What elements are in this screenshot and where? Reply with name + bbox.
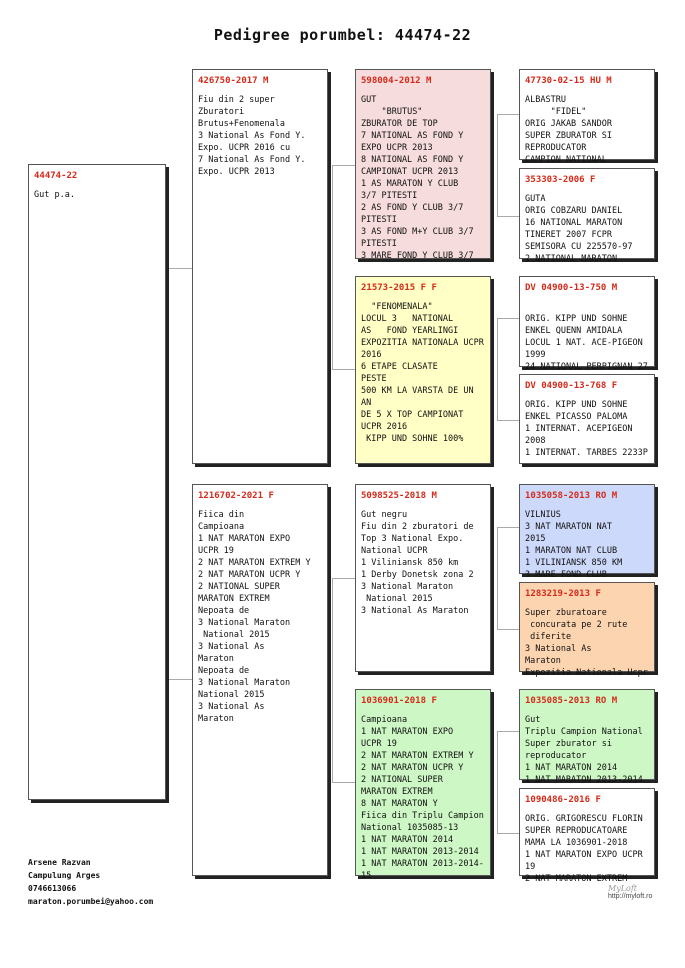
connector-line — [167, 679, 192, 680]
ring-number: 426750-2017 M — [198, 76, 269, 86]
ancestor-card-1[interactable] — [519, 69, 655, 165]
owner-contact — [28, 856, 153, 908]
connector-line — [497, 731, 498, 833]
page-title: Pedigree porumbel: 44474-22 — [213, 26, 472, 44]
connector-line — [497, 527, 498, 629]
ring-number: 47730-02-15 HU M — [525, 76, 612, 86]
ring-number: 598004-2012 M — [361, 76, 432, 86]
ancestor-card-8[interactable] — [519, 788, 655, 884]
pigeon-description: GUT "BRUTUS" ZBURATOR DE TOP 7 NATIONAL AS FOND Y EXPO UCPR 2013 8 NATIONAL AS FOND Y CAMPIONAT UCPR 2013 1 AS MARATON Y CLUB 3/7 PITESTI 2 AS FOND Y CLUB 3/7 PITESTI 3 AS FOND M+Y CLUB 3/7 PITESTI 3 MARE FOND Y CLUB 3/7 — [361, 95, 474, 261]
myloft-logo[interactable] — [608, 884, 652, 900]
logo-script: MyLoft — [608, 884, 638, 893]
grandsire-maternal-card[interactable] — [355, 484, 491, 672]
ancestor-card-4[interactable] — [519, 374, 655, 464]
pigeon-description: ORIG. GRIGORESCU FLORIN SUPER REPRODUCATOARE MAMA LA 1036901-2018 1 NAT MARATON EXPO UCPR 19 2 NAT MARATON EXTREM — [525, 814, 643, 884]
connector-line — [167, 268, 168, 679]
pigeon-description: GUTA ORIG COBZARU DANIEL 16 NATIONAL MARATON TINERET 2007 FCPR SEMISORA CU 225570-97 2 NATIONAL MARATON — [525, 194, 633, 264]
connector-line — [497, 318, 498, 420]
pigeon-description: Super zburatoare concurata pe 2 rute diferite 3 National As Maraton Expozitia Nationala Ucpr — [525, 608, 648, 678]
connector-line — [497, 731, 519, 732]
owner-city: Campulung Arges — [28, 871, 101, 880]
ring-number: DV 04900-13-750 M — [525, 283, 618, 293]
ring-number: 21573-2015 F F — [361, 283, 437, 293]
pigeon-description: Fiu din 2 super Zburatori Brutus+Fenomenala 3 National As Fond Y. Expo. UCPR 2016 cu 7 National As Fond Y. Expo. UCPR 2013 — [198, 95, 306, 177]
connector-line — [497, 527, 519, 528]
connector-line — [332, 369, 355, 370]
pigeon-description: ALBASTRU "FIDEL" ORIG JAKAB SANDOR SUPER ZBURATOR SI REPRODUCATOR CAMPION NATIONAL — [525, 95, 612, 165]
connector-line — [497, 216, 519, 217]
ring-number: DV 04900-13-768 F — [525, 381, 618, 391]
owner-phone: 0746613066 — [28, 884, 77, 893]
ring-number: 353303-2006 F — [525, 175, 596, 185]
ring-number: 1090486-2016 F — [525, 795, 601, 805]
owner-name: Arsene Razvan — [28, 858, 91, 867]
connector-line — [497, 318, 519, 319]
pigeon-description: Fiica din Campioana 1 NAT MARATON EXPO UCPR 19 2 NAT MARATON EXTREM Y 2 NAT MARATON UCPR Y 2 NATIONAL SUPER MARATON EXTREM Nepoata de 3 National Maraton National 2015 3 National As Maraton Nepoata de 3 National Maraton National 2015 3 National As Maraton — [198, 510, 311, 724]
ring-number: 44474-22 — [34, 171, 78, 181]
connector-line — [332, 782, 355, 783]
pigeon-description: ORIG. KIPP UND SOHNE ENKEL QUENN AMIDALA LOCUL 1 NAT. ACE-PIGEON 1999 24 NATIONAL PERPIGNAN 27 — [525, 314, 648, 372]
pigeon-description: ORIG. KIPP UND SOHNE ENKEL PICASSO PALOMA 1 INTERNAT. ACEPIGEON 2008 1 INTERNAT. TARBES 2233P — [525, 400, 648, 458]
pigeon-description: "FENOMENALA" LOCUL 3 NATIONAL AS FOND YEARLINGI EXPOZITIA NATIONALA UCPR 2016 6 ETAPE CLASATE PESTE 500 KM LA VARSTA DE UN AN DE 5 X TOP CAMPIONAT UCPR 2016 KIPP UND SOHNE 100% — [361, 302, 484, 444]
connector-line — [497, 114, 519, 115]
pigeon-description: VILNIUS 3 NAT MARATON NAT 2015 1 MARATON NAT CLUB 1 VILINIANSK 850 KM 3 MARE FOND CLUB — [525, 510, 623, 580]
granddam-paternal-card[interactable] — [355, 276, 491, 464]
ring-number: 1216702-2021 F — [198, 491, 274, 501]
sire-card[interactable] — [192, 69, 328, 464]
subject-card[interactable] — [28, 164, 166, 800]
pigeon-description: Gut Triplu Campion National Super zburator si reproducator 1 NAT MARATON 2014 1 NAT MARATON 2013-2014 — [525, 715, 643, 785]
connector-line — [332, 578, 355, 579]
logo-url: http://myloft.ro — [608, 893, 653, 900]
granddam-maternal-card[interactable] — [355, 689, 491, 881]
connector-line — [332, 165, 333, 369]
connector-line — [332, 578, 333, 782]
grandsire-paternal-card[interactable] — [355, 69, 491, 259]
pigeon-description: Gut p.a. — [34, 190, 75, 200]
ancestor-card-3[interactable] — [519, 276, 655, 372]
dam-card[interactable] — [192, 484, 328, 876]
ancestor-card-5[interactable] — [519, 484, 655, 580]
connector-line — [497, 420, 519, 421]
connector-line — [497, 629, 519, 630]
connector-line — [497, 114, 498, 216]
ring-number: 5098525-2018 M — [361, 491, 437, 501]
ancestor-card-2[interactable] — [519, 168, 655, 264]
ancestor-card-6[interactable] — [519, 582, 655, 678]
connector-line — [497, 833, 519, 834]
pigeon-description: Campioana 1 NAT MARATON EXPO UCPR 19 2 NAT MARATON EXTREM Y 2 NAT MARATON UCPR Y 2 NATIONAL SUPER MARATON EXTREM 8 NAT MARATON Y Fiica din Triplu Campion National 1035085-13 1 NAT MARATON 2014 1 NAT MARATON 2013-2014 1 NAT MARATON 2013-2014- 15 — [361, 715, 484, 881]
owner-email[interactable]: maraton.porumbei@yahoo.com — [28, 897, 154, 906]
ring-number: 1283219-2013 F — [525, 589, 601, 599]
pigeon-description: Gut negru Fiu din 2 zburatori de Top 3 National Expo. National UCPR 1 Viliniansk 850 km 1 Derby Donetsk zona 2 3 National Maraton National 2015 3 National As Maraton — [361, 510, 474, 616]
ring-number: 1036901-2018 F — [361, 696, 437, 706]
connector-line — [332, 165, 355, 166]
connector-line — [167, 268, 192, 269]
ancestor-card-7[interactable] — [519, 689, 655, 785]
ring-number: 1035058-2013 RO M — [525, 491, 618, 501]
ring-number: 1035085-2013 RO M — [525, 696, 618, 706]
